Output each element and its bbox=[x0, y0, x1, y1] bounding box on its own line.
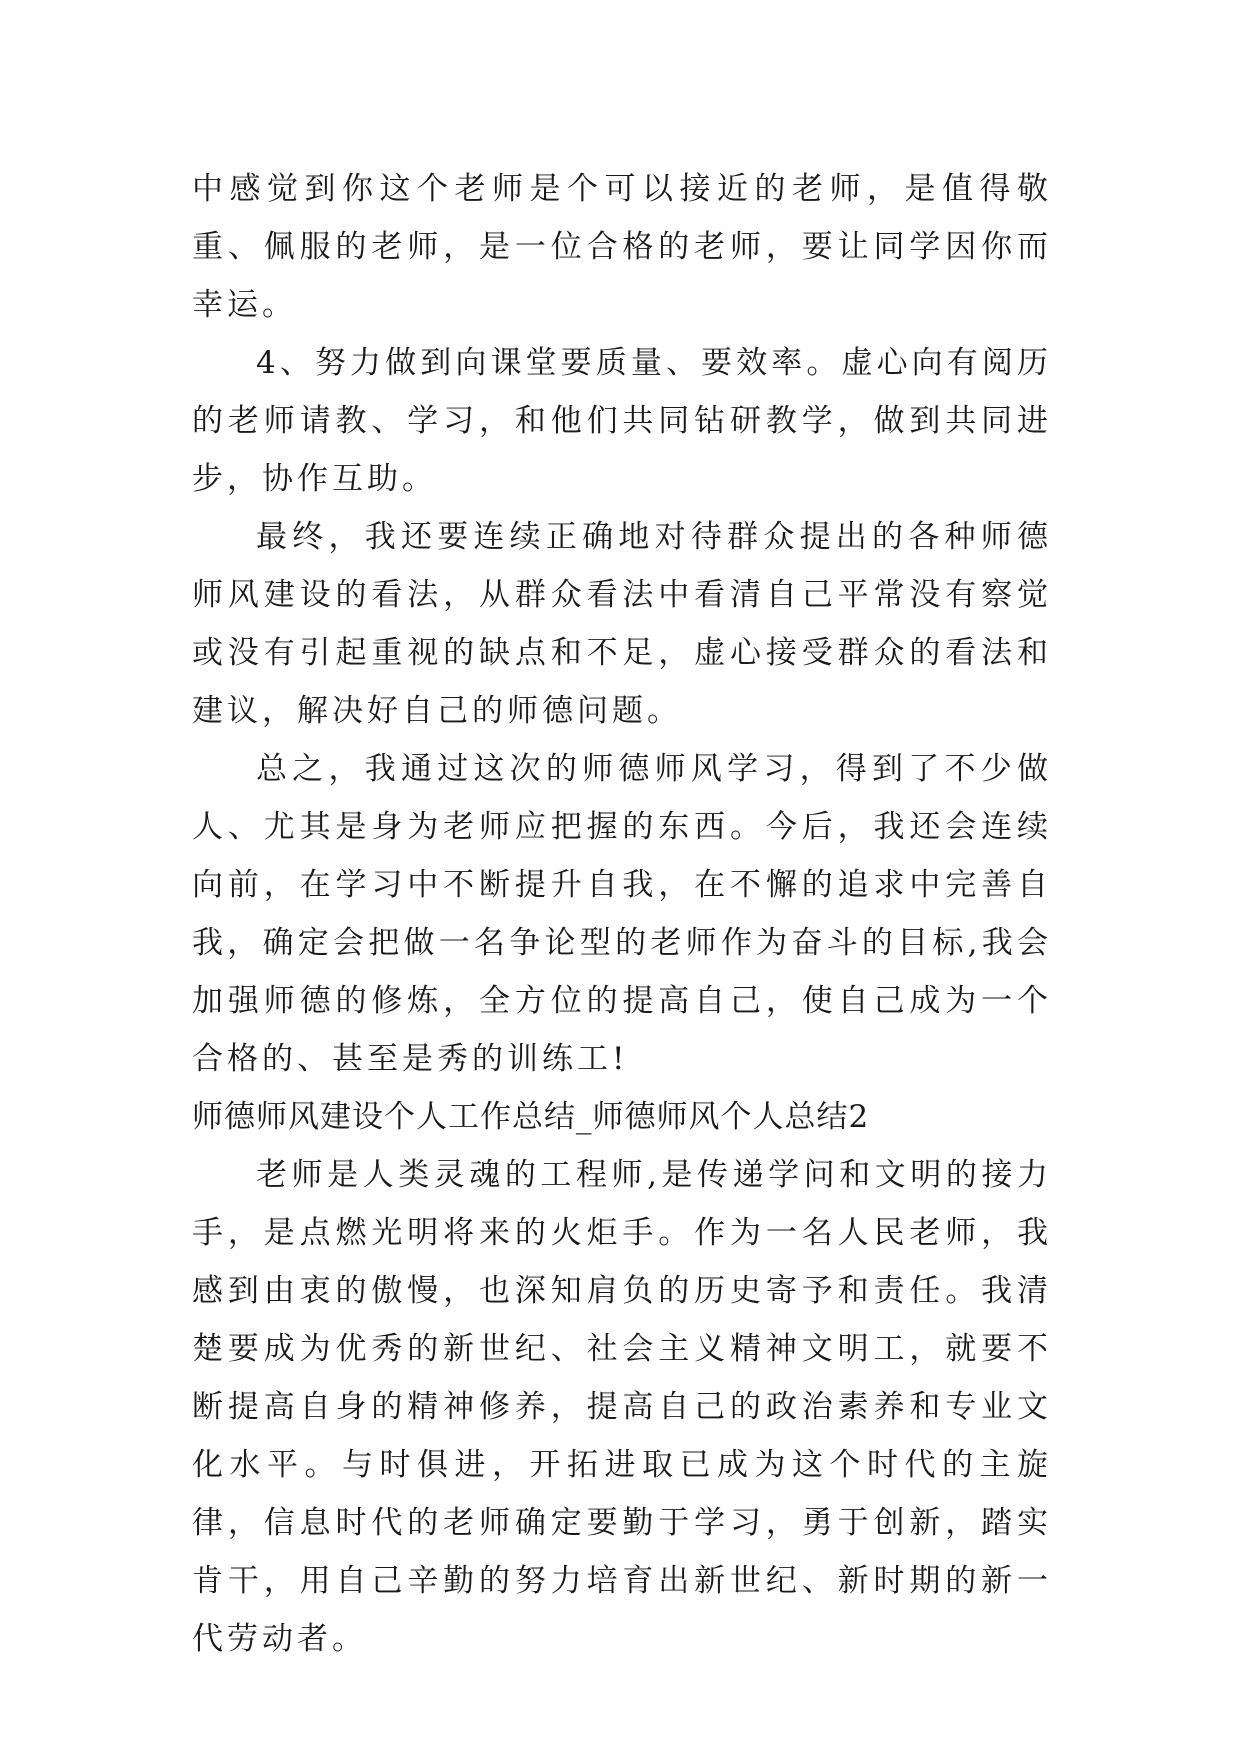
document-body bbox=[192, 160, 1052, 1668]
paragraph-point-4: 4、努力做到向课堂要质量、要效率。虚心向有阅历的老师请教、学习，和他们共同钻研教学，做到共同进步，协作互助。 bbox=[192, 345, 1052, 497]
section-heading: 师德师风建设个人工作总结_师德师风个人总结2 bbox=[192, 1099, 870, 1135]
paragraph-teacher-role: 老师是人类灵魂的工程师,是传递学问和文明的接力手，是点燃光明将来的火炬手。作为一名人民老师，我感到由衷的傲慢，也深知肩负的历史寄予和责任。我清楚要成为优秀的新世纪、社会主义精神文明工，就要不断提高自身的精神修养，提高自己的政治素养和专业文化水平。与时俱进，开拓进取已成为这个时代的主旋律，信息时代的老师确定要勤于学习，勇于创新，踏实肯干，用自己辛勤的努力培育出新世纪、新时期的新一代劳动者。 bbox=[192, 1157, 1052, 1657]
paragraph-teacher-image: 中感觉到你这个老师是个可以接近的老师，是值得敬重、佩服的老师，是一位合格的老师，要让同学因你而幸运。 bbox=[192, 171, 1052, 323]
paragraph-conclusion: 总之，我通过这次的师德师风学习，得到了不少做人、尤其是身为老师应把握的东西。今后，我还会连续向前，在学习中不断提升自我，在不懈的追求中完善自我，确定会把做一名争论型的老师作为奋斗的目标,我会加强师德的修炼，全方位的提高自己，使自己成为一个合格的、甚至是秀的训练工! bbox=[192, 751, 1052, 1077]
paragraph-finally: 最终，我还要连续正确地对待群众提出的各种师德师风建设的看法，从群众看法中看清自己平常没有察觉或没有引起重视的缺点和不足，虚心接受群众的看法和建议，解决好自己的师德问题。 bbox=[192, 519, 1052, 729]
